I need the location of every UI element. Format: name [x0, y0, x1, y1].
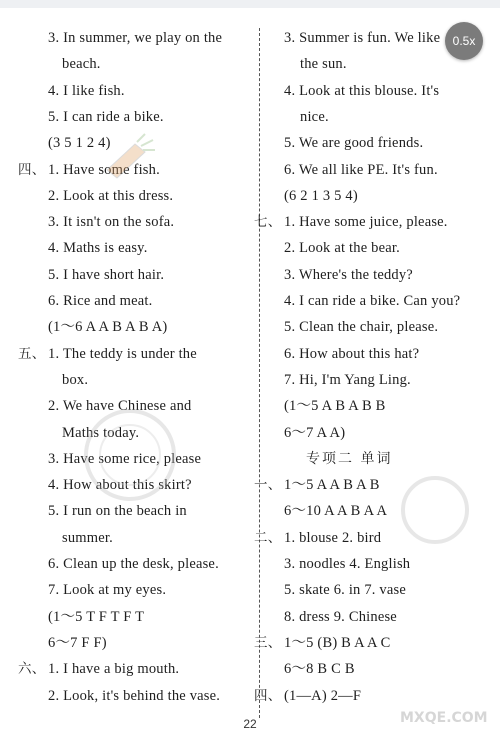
top-band — [0, 0, 500, 8]
answer-line: 6. Clean up the desk, please. — [48, 556, 219, 572]
answer-line: 1～5 A A B A B — [284, 477, 380, 494]
answer-line: 7. Look at my eyes. — [48, 582, 167, 599]
section-label: 三、 — [254, 634, 282, 651]
answer-line: 3. Where's the teddy? — [284, 266, 413, 283]
answer-line: 3. In summer, we play on the — [48, 30, 223, 46]
answer-line: 6. How about this hat? — [284, 345, 420, 362]
section-label: 四、 — [18, 161, 46, 178]
answer-line: 4. I like fish. — [48, 82, 125, 99]
answer-line: 5. I have short hair. — [48, 266, 165, 283]
answer-line: box. — [62, 371, 89, 388]
answer-line: 6～7 F F) — [48, 634, 107, 651]
answer-line: 8. dress 9. Chinese — [284, 608, 397, 625]
answer-line: 4. I can ride a bike. Can you? — [284, 293, 461, 309]
answer-line: 2. We have Chinese and — [48, 398, 192, 415]
answer-line: 5. We are good friends. — [284, 135, 424, 152]
answer-line: (1～5 T F T F T — [48, 608, 145, 625]
answer-line: Maths today. — [62, 424, 140, 441]
answer-line: 1. The teddy is under the — [48, 345, 197, 362]
answer-line: 1. Have some fish. — [48, 161, 160, 178]
answer-line: 5. skate 6. in 7. vase — [284, 582, 406, 599]
answer-line: (1～5 A B A B B — [284, 398, 386, 415]
answer-line: 3. It isn't on the sofa. — [48, 214, 175, 231]
answer-line: (3 5 1 2 4) — [48, 135, 111, 152]
answer-line: (1—A) 2—F — [284, 687, 362, 704]
answer-line: 6～8 B C B — [284, 661, 355, 678]
answer-line: 3. noodles 4. English — [284, 556, 411, 572]
answer-line: 1～5 (B) B A A C — [284, 634, 391, 651]
playback-speed-button[interactable]: 0.5x — [445, 22, 483, 60]
answer-line: 5. I run on the beach in — [48, 503, 187, 520]
answer-line: 6～7 A A) — [284, 424, 346, 441]
answer-line: 6. We all like PE. It's fun. — [284, 161, 438, 178]
section-label: 七、 — [254, 214, 282, 231]
column-divider — [259, 28, 260, 718]
answer-line: (6 2 1 3 5 4) — [284, 187, 358, 204]
answer-line: 2. Look at the bear. — [284, 240, 400, 257]
answer-line: beach. — [62, 56, 101, 73]
answer-line: 5. Clean the chair, please. — [284, 319, 439, 336]
site-watermark: MXQE.COM — [400, 710, 488, 726]
section-label: 六、 — [18, 661, 46, 678]
answer-line: 1. Have some juice, please. — [284, 214, 448, 231]
answer-line: 4. How about this skirt? — [48, 477, 192, 494]
answer-line: 1. blouse 2. bird — [284, 529, 382, 546]
answer-line: (1～6 A A B A B A) — [48, 319, 168, 336]
section-label: 二、 — [254, 529, 282, 546]
answer-line: 3. Summer is fun. We like — [284, 30, 441, 46]
answer-line: 6～10 A A B A A — [284, 503, 388, 520]
answer-line: 5. I can ride a bike. — [48, 108, 164, 125]
section-heading: 专项二 单词 — [306, 450, 393, 467]
section-label: 五、 — [18, 345, 46, 362]
section-label: 四、 — [254, 687, 282, 704]
answer-line: nice. — [300, 108, 329, 125]
answer-line: 7. Hi, I'm Yang Ling. — [284, 371, 411, 388]
answer-line: summer. — [62, 529, 113, 546]
answer-line: 2. Look at this dress. — [48, 187, 174, 204]
answer-line: 1. I have a big mouth. — [48, 661, 180, 678]
answer-line: 4. Maths is easy. — [48, 240, 148, 257]
stamp-watermark-right-icon — [395, 470, 475, 550]
answer-line: 3. Have some rice, please — [48, 450, 202, 467]
answer-line: 2. Look, it's behind the vase. — [48, 687, 221, 704]
answer-line: 6. Rice and meat. — [48, 293, 153, 309]
section-label: 一、 — [254, 477, 282, 494]
answer-line: the sun. — [300, 56, 347, 73]
page-number: 22 — [243, 717, 257, 731]
answer-line: 4. Look at this blouse. It's — [284, 82, 440, 99]
